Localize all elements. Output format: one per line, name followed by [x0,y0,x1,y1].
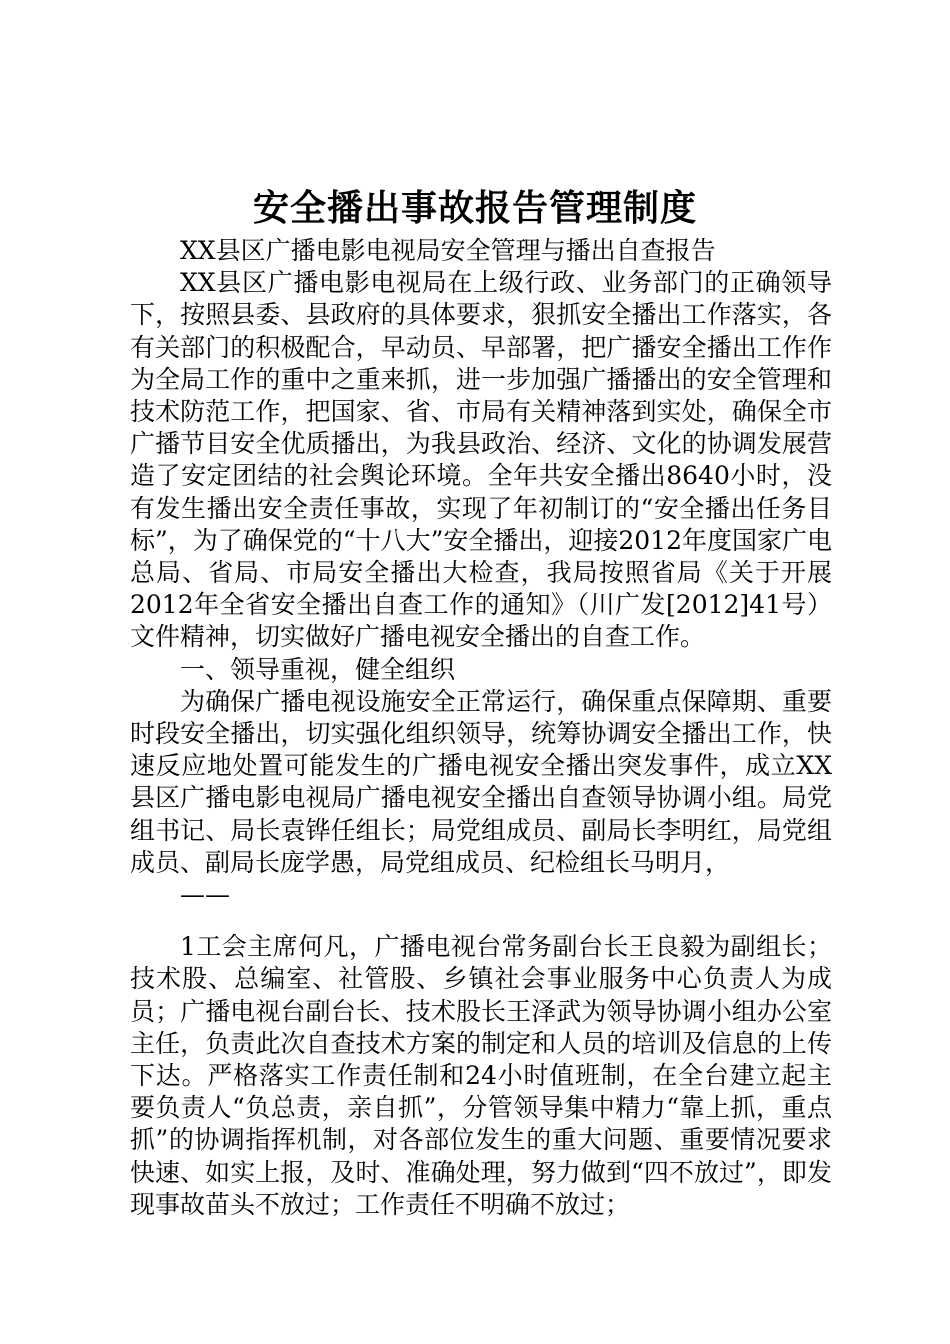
document-body [130,235,832,1221]
section-heading: 一、领导重视，健全组织 [180,654,456,684]
continuation-paragraph: 1工会主席何凡，广播电视台常务副台长王良毅为副组长；技术股、总编室、社管股、乡镇社会事业服务中心负责人为成员；广播电视台副台长、技术股长王泽武为领导协调小组办公室主任，负责此次自查技术方案的制定和人员的培训及信息的上传下达。严格落实工作责任制和24小时值班制，在全台建立起主要负责人“负总责，亲自抓”，分管领导集中精力“靠上抓，重点抓”的协调指挥机制，对各部位发生的重大问题、重要情况要求快速、如实上报，及时、准确处理，努力做到“四不放过”，即发现事故苗头不放过；工作责任不明确不放过； [130,932,832,1219]
intro-paragraph: XX县区广播电影电视局在上级行政、业务部门的正确领导下，按照县委、县政府的具体要求，狠抓安全播出工作落实，各有关部门的积极配合，早动员、早部署，把广播安全播出工作作为全局工作的重中之重来抓，进一步加强广播播出的安全管理和技术防范工作，把国家、省、市局有关精神落到实处，确保全市广播节目安全优质播出，为我县政治、经济、文化的协调发展营造了安定团结的社会舆论环境。全年共安全播出8640小时，没有发生播出安全责任事故，实现了年初制订的“安全播出任务目标”，为了确保党的“十八大”安全播出，迎接2012年度国家广电总局、省局、市局安全播出大检查，我局按照省局《关于开展2012年全省安全播出自查工作的通知》（川广发[2012]41号）文件精神，切实做好广播电视安全播出的自查工作。 [130,268,832,652]
organization-paragraph: 为确保广播电视设施安全正常运行，确保重点保障期、重要时段安全播出，切实强化组织领导，统筹协调安全播出工作，快速反应地处置可能发生的广播电视安全播出突发事件，成立XX县区广播电影电视局广播电视安全播出自查领导协调小组。局党组书记、局长袁铧任组长；局党组成员、副局长李明红，局党组成员、副局长庞学愚，局党组成员、纪检组长马明月， [130,686,832,877]
document-title: 安全播出事故报告管理制度 [252,188,697,229]
report-subtitle: XX县区广播电影电视局安全管理与播出自查报告 [180,236,716,265]
page-break-dash: —— [180,880,230,910]
page-gap [130,911,832,931]
